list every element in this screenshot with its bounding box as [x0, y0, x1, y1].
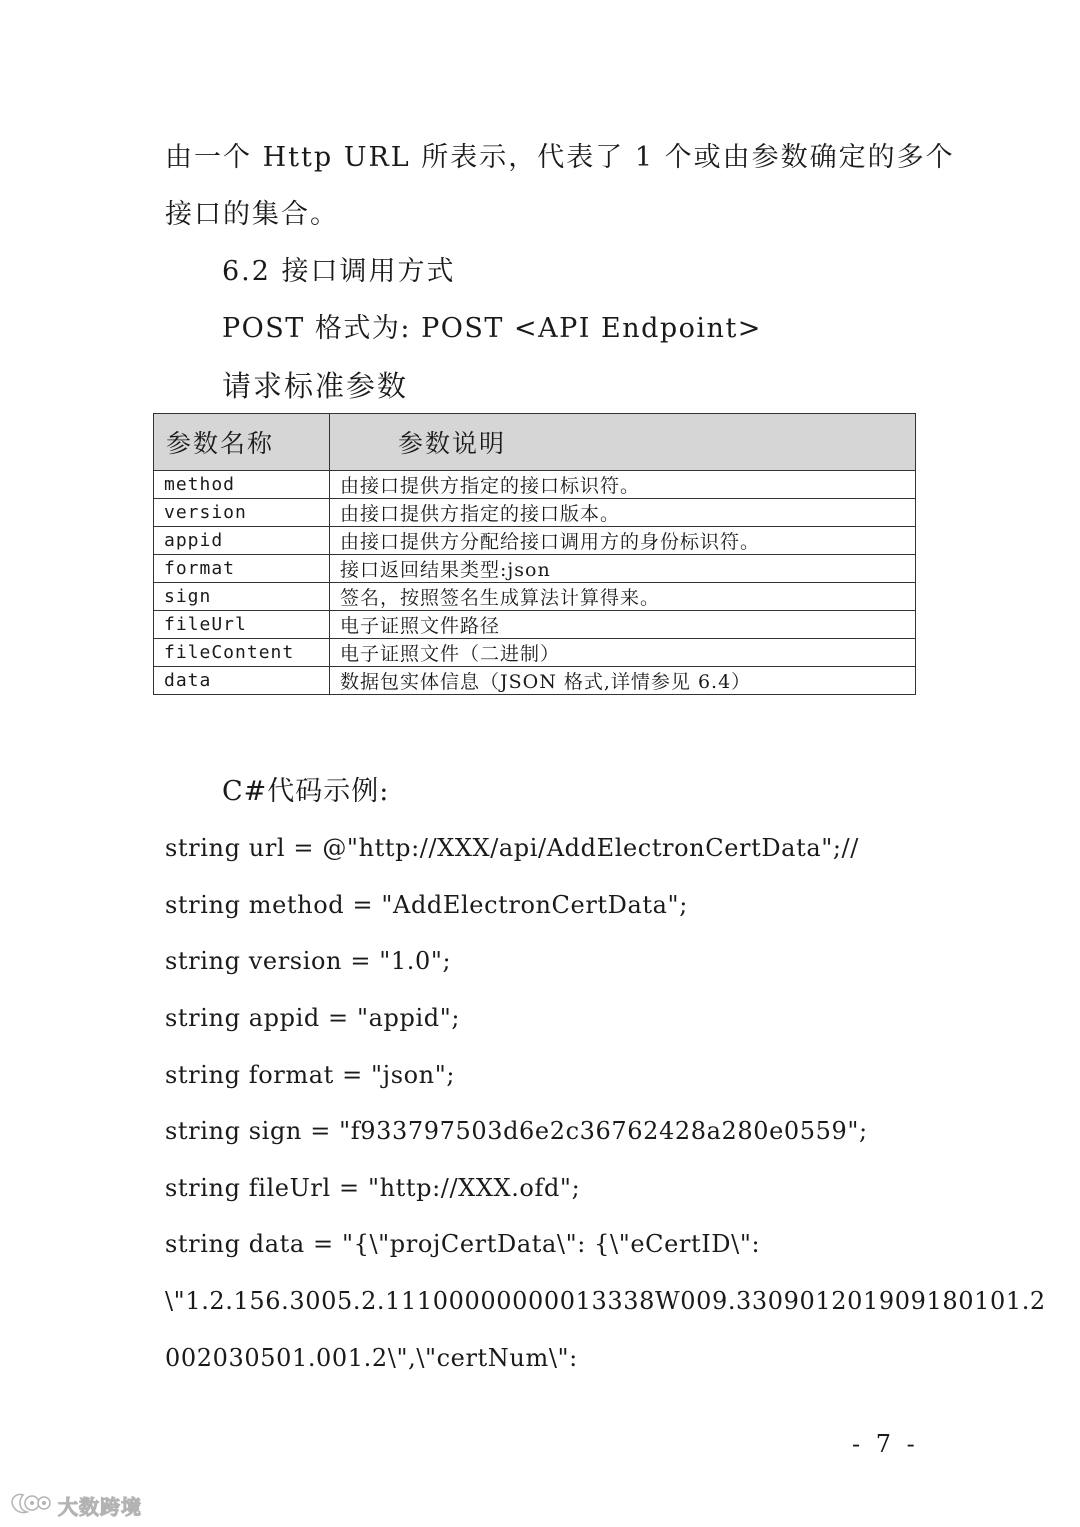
param-desc-cell: 由接口提供方指定的接口版本。	[330, 499, 916, 527]
param-name-cell: version	[154, 499, 330, 527]
page-number: - 7 -	[852, 1430, 919, 1458]
code-line: string sign = "f933797503d6e2c36762428a280e0559";	[165, 1117, 868, 1145]
table-row	[154, 527, 916, 555]
chat-bubble-logo-icon	[8, 1490, 52, 1520]
param-desc-cell: 由接口提供方分配给接口调用方的身份标识符。	[330, 527, 916, 555]
table-row	[154, 639, 916, 667]
param-desc-cell: 电子证照文件（二进制）	[330, 639, 916, 667]
param-desc-cell: 接口返回结果类型:json	[330, 555, 916, 583]
code-line: string fileUrl = "http://XXX.ofd";	[165, 1174, 581, 1202]
code-line: string method = "AddElectronCertData";	[165, 891, 688, 919]
table-row	[154, 611, 916, 639]
table-header-row	[154, 414, 916, 471]
request-params-title: 请求标准参数	[222, 369, 409, 403]
param-name-cell: fileContent	[154, 639, 330, 667]
code-line: \"1.2.156.3005.2.11100000000013338W009.330901201909180101.2	[165, 1287, 1046, 1315]
table-row	[154, 667, 916, 695]
section-heading: 6.2 接口调用方式	[222, 256, 456, 287]
code-line: string appid = "appid";	[165, 1004, 461, 1032]
watermark-text: 大数跨境	[58, 1494, 142, 1519]
param-desc-cell: 签名，按照签名生成算法计算得来。	[330, 583, 916, 611]
table-row	[154, 471, 916, 499]
param-name-cell: format	[154, 555, 330, 583]
param-name-cell: method	[154, 471, 330, 499]
header-param-name: 参数名称	[154, 414, 330, 471]
param-name-cell: data	[154, 667, 330, 695]
param-desc-cell: 电子证照文件路径	[330, 611, 916, 639]
code-line: string version = "1.0";	[165, 947, 452, 975]
param-name-cell: sign	[154, 583, 330, 611]
table-row	[154, 583, 916, 611]
param-desc-cell: 数据包实体信息（JSON 格式,详情参见 6.4）	[330, 667, 916, 695]
param-name-cell: fileUrl	[154, 611, 330, 639]
code-example-title: C#代码示例:	[222, 776, 390, 807]
code-line: 002030501.001.2\",\"certNum\":	[165, 1344, 578, 1372]
header-param-desc: 参数说明	[330, 414, 916, 471]
table-row	[154, 499, 916, 527]
watermark	[8, 1490, 142, 1520]
param-name-cell: appid	[154, 527, 330, 555]
post-format-line: POST 格式为: POST <API Endpoint>	[222, 313, 762, 344]
code-line: string url = @"http://XXX/api/AddElectronCertData";//	[165, 834, 859, 862]
params-table	[153, 413, 916, 695]
paragraph-line-1: 由一个 Http URL 所表示，代表了 1 个或由参数确定的多个	[165, 142, 955, 173]
paragraph-line-2: 接口的集合。	[165, 199, 339, 230]
code-line: string data = "{\"projCertData\": {\"eCertID\":	[165, 1230, 761, 1258]
param-desc-cell: 由接口提供方指定的接口标识符。	[330, 471, 916, 499]
table-row	[154, 555, 916, 583]
code-line: string format = "json";	[165, 1061, 456, 1089]
